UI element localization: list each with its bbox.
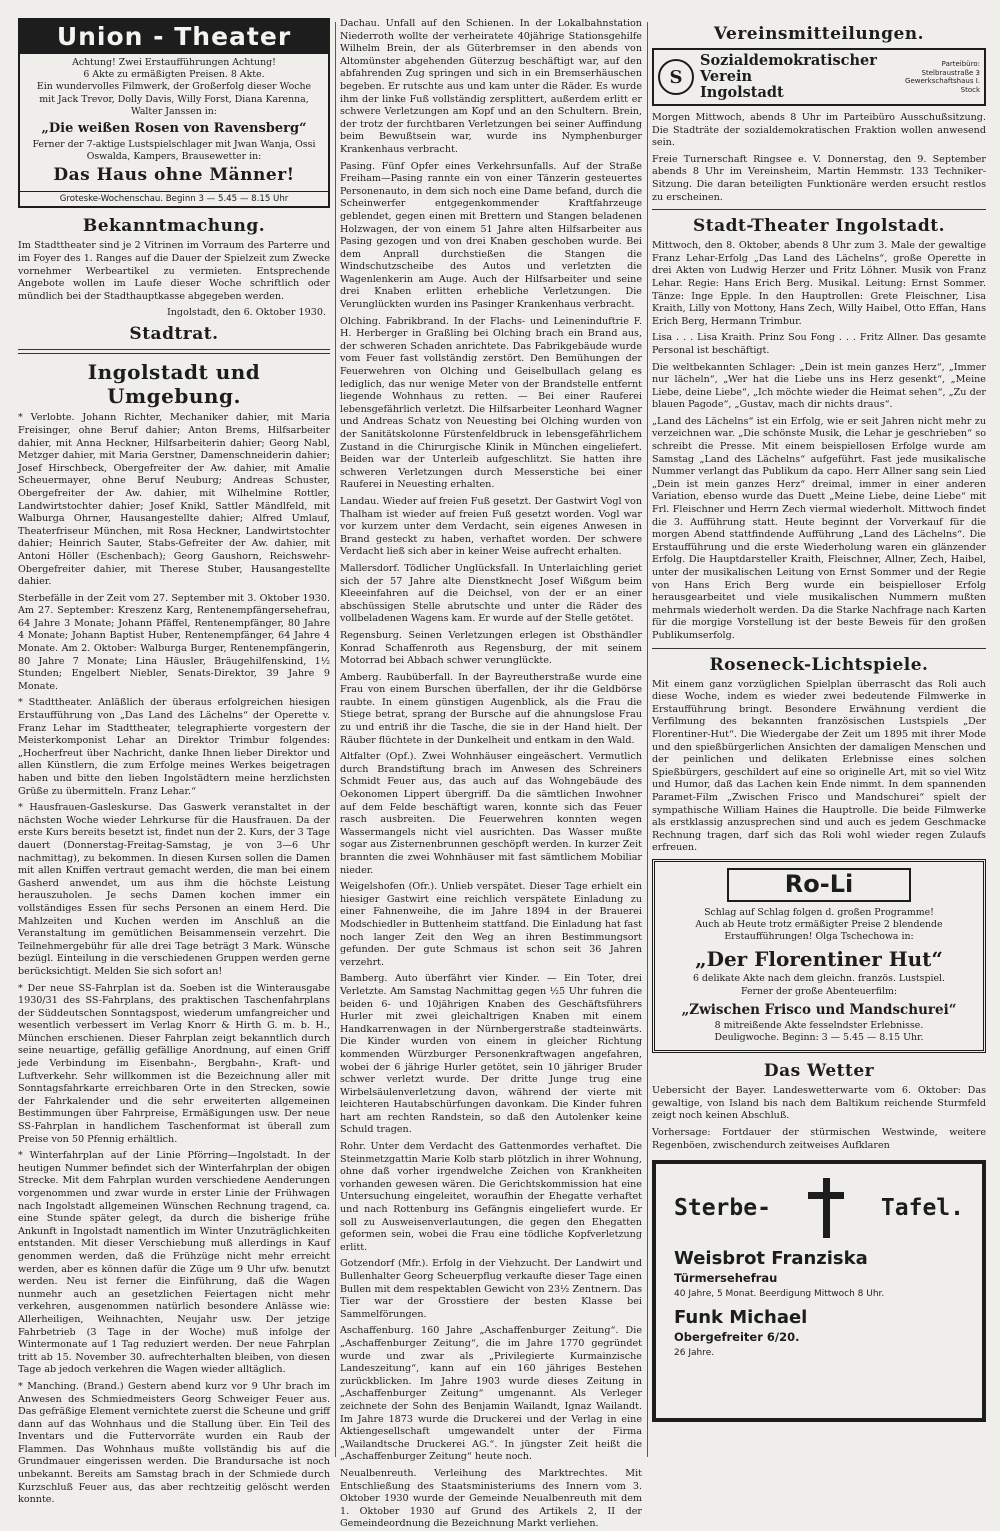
org-address: Gewerkschaftshaus I. Stock <box>905 77 980 94</box>
weather-title: Das Wetter <box>763 1061 875 1082</box>
roli-logo: Ro-Li <box>727 868 911 902</box>
weather-forecast: Vorhersage: Fortdauer der stürmischen Westwinde, weitere Regenböen, zwischendurch zeitweises Aufklaren <box>652 1127 986 1151</box>
article-paragraph: * Hausfrauen-Gasleskurse. Das Gaswerk veranstaltet in der nächsten Woche wieder Lehrkurse für die Hausfrauen. Da der erste Kurs bereits besetzt ist, findet nun der 2. Kurs, der 3 Tage dauert (Donnerstag-Freitag-Samstag, je von 3—6 Uhr nachmittag), zu bekommen. In diesen Kursen sollen die Damen mit allen Kniffen vertraut gemacht werden, die man bei einem Gasherd anwendet, um aus ihm die höchste Leistung herauszuholen. Je sechs Damen kochen immer ein vollständiges Essen für sechs Personen an einem Herd. Die Mahlzeiten und Kuchen werden im Anschluß an die Veranstaltung im gemütlichen Beisammensein verzehrt. Die Teilnehmergebühr für alle drei Tage beträgt 3 Mark. Wünsche bezügl. Einteilung in die verschiedenen Gruppen werden gerne berücksichtigt. Melden Sie sich sofort an! <box>18 802 330 977</box>
ad-line: Achtung! Zwei Erstaufführungen Achtung! <box>72 57 276 68</box>
film-title: „Der Florentiner Hut“ <box>695 947 943 972</box>
article-paragraph: Mallersdorf. Tödlicher Unglücksfall. In Unterlaichling geriet sich der 57 Jahre alte Dienstknecht Josef Wißgum beim Kleeeinfahren auf die Deichsel, von der er an einer abschüssigen Stelle abrutschte und unter die Räder des vollbeladenen Wagens kam. Er wurde auf der Stelle getötet. <box>340 562 642 625</box>
ad-line: 6 delikate Akte nach dem gleichn. französ. Lustspiel. <box>692 973 946 985</box>
org-city: Ingolstadt <box>700 84 784 101</box>
section-title: Vereinsmitteilungen. <box>713 24 925 44</box>
rose-emblem-icon: S <box>658 59 694 95</box>
article-paragraph: Sterbefälle in der Zeit vom 27. September mit 3. Oktober 1930. Am 27. September: Kreszenz Karg, Rentenempfängersehefrau, 64 Jahre 3 Monate; Johann Pfäffel, Rentenempfänger, 80 Jahre 4 Monate; Johann Baptist Huber, Rentenempfänger, 64 Jahre 4 Monate. Am 2. Oktober: Walburga Burger, Rentenempfängerin, 80 Jahre 7 Monate; Lina Häusler, Bräugehilfenskind, 1½ Stunden; Engelbert Niebler, Senats-Direktor, 39 Jahre 9 Monate. <box>18 592 330 692</box>
article-paragraph: * Manching. (Brand.) Gestern abend kurz vor 9 Uhr brach im Anwesen des Schmiedmeisters Georg Schweiger Feuer aus. Das gefräßige Element vernichtete zuerst die Scheune und griff dann auf das Wohnhaus und die Stallung über. Ein Teil des Inventars und die Futtervorräte wurden ein Raub der Flammen. Das Wohnhaus mußte vollständig bis auf die Grundmauer eingerissen werden. Die Brandursache ist noch unbekannt. Bereits am Samstag brach in der Schmiede durch Kurzschluß Feuer aus, das aber rechtzeitig gelöscht werden konnte. <box>18 1380 330 1506</box>
ad-line: Auch ab Heute trotz ermäßigter Preise 2 blendende Erstaufführungen! Olga Tschechowa in: <box>695 919 943 943</box>
weather-overview: Uebersicht der Bayer. Landeswetterwarte vom 6. Oktober: Das gewaltige, von Island bis nach dem Baltikum reichende Sturmfeld zeigt noch keinen Abschluß. <box>652 1085 986 1122</box>
sd-verein-banner <box>652 48 986 106</box>
article-paragraph: Bamberg. Auto überfährt vier Kinder. — Ein Toter, drei Verletzte. Am Samstag Nachmittag gegen ½5 Uhr fuhren die beiden 6- und 10jährigen Knaben des Geschäftsführers Hurler mit zwei gleichaltrigen Knaben mit einem Handkarrenwagen in der Nürnbergerstraße stadteinwärts. Die Kinder wurden von einem in gleicher Richtung kommenden Würzburger Personenkraftwagen angefahren, wobei der 6 jährige Hurler getötet, sein 10 jähriger Bruder schwer verletzt wurde. Der dritte Junge trug eine Wirbelsäulenverletzung davon, während der vierte mit leichteren Hautabschürfungen davonkam. Die Kinder fuhren hart am rechten Randstein, so daß den Autolenker keine Schuld tragen. <box>340 973 642 1136</box>
article-paragraph: Olching. Fabrikbrand. In der Flachs- und Leineninduftrie F. H. Herberger in Graßling bei Olching brach ein Brand aus, der schweren Schaden anrichtete. Das Fabrikgebäude wurde vom Feuer fast vollständig zerstört. Den Bemühungen der Feuerwehren von Olching und Geiselbullach gelang es lediglich, das nur wenige Meter von der Brandstelle entfernt liegende Wohnhaus zu retten. — Bei einer Rauferei lebensgefährlich verletzt. Die Hilfsarbeiter Leonhard Wagner und Andreas Schatz von Neuesting bei Olching wurden von der Sanitätskolonne Fürstenfeldbruck in lebensgefährlichem Zustand in die Chirurgische Klinik in München eingeliefert. Beiden war der Unterleib aufgeschlitzt. Sie hatten ihre schweren Verletzungen durch Messerstiche bei einer Rauferei in Neuesting erhalten. <box>340 315 642 491</box>
article-paragraph: Freie Turnerschaft Ringsee e. V. Donnerstag, den 9. September abends 8 Uhr im Vereinsheim, Martin Hemmstr. 133 Techniker-Sitzung. Die daran beteiligten Funktionäre werden ersucht restlos zu erscheinen. <box>652 153 986 203</box>
article-paragraph: Rohr. Unter dem Verdacht des Gattenmordes verhaftet. Die Steinmetzgattin Marie Kolb starb plötzlich in ihrer Wohnung, ohne daß vorher irgendwelche Zeichen von Krankheiten vorhanden gewesen wären. Die Gerichtskommission hat eine Untersuchung eingeleitet, woraufhin der Ehegatte verhaftet und nach Rottenburg ins Gefängnis eingeliefert wurde. Er soll zu Ausweisenverlautungen, die gegen den Ehegatten geformen sein, wobei die Frau eine tödliche Kopfverletzung erlitt. <box>340 1141 642 1253</box>
film-title: „Die weißen Rosen von Ravensberg“ <box>41 121 307 137</box>
article-paragraph: Aschaffenburg. 160 Jahre „Aschaffenburger Zeitung“. Die „Aschaffenburger Zeitung“, die im Jahre 1770 gegründet wurde und zwar als „Privilegierte Kurmainzische Landeszeitung“, kann auf ein 160 jähriges Bestehen zurückblicken. Im Jahre 1903 wurde dieses Zeitung in „Aschaffenburger Zeitung“ umgenannt. Als Verleger zeichnete der Sohn des Benjamin Wailandt, Ignaz Wailandt. Im Jahre 1873 wurde die Druckerei und der Verlag in eine Aktiengesellschaft umgewandelt unter der Firma „Wailandtsche Druckerei AG.“. In jüngster Zeit heißt die „Aschaffenburger Zeitung“ heute noch. <box>340 1325 642 1463</box>
ad-line: Ferner der 7-aktige Lustspielschlager mit Jwan Wanja, Ossi Oswalda, Kampers, Brausewetter in: <box>32 139 316 163</box>
section-title: Ingolstadt und Umgebung. <box>87 360 261 409</box>
cross-icon <box>808 1178 844 1238</box>
union-theater-title: Union - Theater <box>20 20 328 54</box>
divider <box>652 648 986 649</box>
column-right <box>652 18 986 1461</box>
column-rule <box>647 22 648 1457</box>
section-title: Roseneck-Lichtspiele. <box>709 654 929 675</box>
ad-line: Ein wundervolles Filmwerk, der Großerfolg dieser Woche mit Jack Trevor, Dolly Davis, Willy Forst, Diana Karenna, Walter Janssen in: <box>36 81 312 117</box>
sterbe-tafel <box>652 1160 986 1422</box>
showtimes: Groteske-Wochenschau. Beginn 3 — 5.45 — 8.15 Uhr <box>20 191 328 206</box>
film-title: Das Haus ohne Männer! <box>53 165 295 186</box>
deceased-detail: 26 Jahre. <box>674 1348 715 1359</box>
showtimes: Deuligwoche. Beginn: 3 — 5.45 — 8.15 Uhr. <box>714 1032 924 1044</box>
sterbe-tafel-title: Sterbe- <box>674 1195 771 1222</box>
deceased-role: Obergefreiter 6/20. <box>674 1330 800 1345</box>
film-title: „Zwischen Frisco und Mandschurei“ <box>681 1001 957 1018</box>
article-paragraph: Altfalter (Opf.). Zwei Wohnhäuser eingeäschert. Vermutlich durch Brandstiftung brach im Anwesen des Schreiners Schmidt Feuer aus, das auch auf das Wohngebäude des Oekonomen Lippert übergriff. Da die sämtlichen Inwohner auf dem Felde beschäftigt waren, konnte sich das Feuer rasch ausbreiten. Die Feuerwehren konnten wegen Wassermangels nicht viel ausrichten. Das Wasser mußte sogar aus Zisternenbrunnen geschöpft werden. In kurzer Zeit brannten die zwei Wohnhäuser mit fast sämtlichem Mobiliar nieder. <box>340 751 642 876</box>
org-name: Sozialdemokratischer Verein <box>700 52 877 85</box>
article-paragraph: Im Stadttheater sind je 2 Vitrinen im Vorraum des Parterre und im Foyer des 1. Ranges auf die Dauer der Spielzeit zum Zwecke vornehmer Werbeartikel zu vermieten. Entsprechende Angebote wollen im Laufe dieser Woche schriftlich oder mündlich bei der Stadthauptkasse abgegeben werden. <box>18 240 330 302</box>
date-line: Ingolstadt, den 6. Oktober 1930. <box>166 307 326 319</box>
article-paragraph: Gotzendorf (Mfr.). Erfolg in der Viehzucht. Der Landwirt und Bullenhalter Georg Scheuerpflug verkaufte dieser Tage einen Bullen mit dem respektablen Gewicht von 23½ Zentnern. Das Tier war der Grosstiere der besten Klasse bei Sammelförungen. <box>340 1258 642 1320</box>
article-paragraph: Morgen Mittwoch, abends 8 Uhr im Parteibüro Ausschußsitzung. Die Stadträte der sozialdemokratischen Fraktion wollen anwesend sein. <box>652 112 986 149</box>
divider <box>652 209 986 210</box>
article-paragraph: Weigelshofen (Ofr.). Unlieb verspätet. Dieser Tage erhielt ein hiesiger Gastwirt eine reichlich verspätete Einladung zu einer Fahnenweihe, die im Jahre 1894 in der Brauerei Modschiedler in Buttenheim stattfand. Die Einladung hat fast noch langer Zeit den Weg an ihren Bestimmungsort gefunden. Der gute Schmaus ist schon seit 36 Jahren verzehrt. <box>340 881 642 968</box>
deceased-detail: 40 Jahre, 5 Monat. Beerdigung Mittwoch 8 Uhr. <box>674 1289 885 1300</box>
article-paragraph: Amberg. Raubüberfall. In der Bayreutherstraße wurde eine Frau von einem Burschen überfallen, der ihr die Geldbörse raubte. In einem günstigen Augenblick, als die Frau die Stiege betrat, sprang der Bursche auf die ahnungslose Frau zu und entriß ihr die Tasche, die sie in der Hand hielt. Der Räuber flüchtete in der Dunkelheit und entkam in den Wald. <box>340 671 642 746</box>
deceased-name: Weisbrot Franziska <box>674 1248 868 1270</box>
article-paragraph: Mit einem ganz vorzüglichen Spielplan überrascht das Roli auch diese Woche, indem es wieder zwei bedeutende Filmwerke in Erstaufführung bringt. Besondere Erwähnung verdient die Verfilmung des bekannten französischen Lustspiels „Der Florentiner-Hut“. Die Wiedergabe der Zeit um 1895 mit ihrer Mode und den spießbürgerlichen Ansichten der damaligen Menschen und der peinlichen und delikaten Erlebnisse eines solchen Spießbürgers, geschildert auf eine so originelle Art, mit so viel Witz und Humor, daß das Lachen kein Ende nimmt. In dem spannenden Paramet-Film „Zwischen Frisco und Mandschurei“ spielt der sympathische William Haines die Hauptrolle. Die beide Filmwerke als erstklassig anzusprechen sind und auch es jedem Geschmacke Rechnung tragen, darf sich das Roli wohl wieder regen Zulaufs erfreuen. <box>652 678 986 854</box>
article-paragraph: * Verlobte. Johann Richter, Mechaniker dahier, mit Maria Freisinger, ohne Beruf dahier; Anton Brems, Hilfsarbeiter dahier, mit Anna Heckner, Hilfsarbeiterin dahier; Georg Nabl, Metzger dahier, mit Maria Gerstner, Damenschneiderin dahier; Josef Hirschbeck, Obergefreiter der Aw. dahier, mit Amalie Scheuermayer, ohne Beruf Neuburg; Andreas Schuster, Obergefreiter der Aw. dahier, mit Wilhelmine Rottler, Landwirtstochter dahier; Josef Knikl, Sattler Mändlfeld, mit Walburga Ohrner, Hausangestellte dahier; Alfred Umlauf, Theaterfriseur München, mit Rosa Heckner, Landwirtstochter dahier; Heinrich Sauter, Stabs-Gefreiter der Aw. dahier, mit Antoni Höller (Eschenbach); Georg Gaushorn, Reichswehr-Obergefreiter dahier, mit Therese Stuber, Hausangestellte dahier. <box>18 412 330 588</box>
article-paragraph: Lisa . . . Lisa Kraith. Prinz Sou Fong . . . Fritz Allner. Das gesamte Personal ist beschäftigt. <box>652 332 986 356</box>
article-paragraph: Mittwoch, den 8. Oktober, abends 8 Uhr zum 3. Male der gewaltige Franz Lehar-Erfolg „Das Land des Lächelns“, große Operette in drei Akten von Ludwig Herzer und Fritz Löhner. Musik von Franz Lehar. Regie: Hans Erich Berg. Musikal. Leitung: Ernst Sommer. Tänze: Inge Epple. In den Hauptrollen: Grete Fleischner, Lisa Kraith, Lilly von Mottony, Hans Zech, Willy Haibel, Otto Effan, Hans Erich Berg, Hermann Trimbur. <box>652 240 986 327</box>
article-paragraph: Neualbenreuth. Verleihung des Marktrechtes. Mit Entschließung des Staatsministeriums des Innern vom 3. Oktober 1930 wurde der Gemeinde Neualbenreuth mit dem 1. Oktober 1930 auf Grund des Artikels 2, II der Gemeindeordnung die Bezeichnung Markt verliehen. <box>340 1467 642 1530</box>
article-paragraph: Die weltbekannten Schlager: „Dein ist mein ganzes Herz“, „Immer nur lächeln“, „Wer hat die Liebe uns ins Herz gesenkt“, „Meine Liebe, deine Liebe“, „Ich möchte wieder die Heimat sehen“, „Zu der blauen Pagode“, „Gustav, mach dir nichts draus“. <box>652 361 986 411</box>
org-address: Parteibüro: Stelbraustraße 3 <box>921 60 980 77</box>
deceased-role: Türmersehefrau <box>674 1271 778 1286</box>
column-rule <box>335 22 336 1457</box>
sterbe-tafel-title: Tafel. <box>880 1195 964 1222</box>
bekanntmachung-title: Bekanntmachung. <box>82 216 266 237</box>
ad-line: 6 Akte zu ermäßigten Preisen. 8 Akte. <box>83 69 265 81</box>
deceased-name: Funk Michael <box>674 1307 808 1329</box>
ad-line: Ferner der große Abenteuerfilm: <box>740 985 898 997</box>
article-paragraph: * Stadttheater. Anläßlich der überaus erfolgreichen hiesigen Erstaufführung von „Das Land des Lächelns“ der Operette v. Franz Lehar im Stadttheater, telegraphierte vorgestern der Meisterkomponist Lehar an Direktor Trimbur folgendes: „Hocherfreut über Nachricht, danke Ihnen lieber Direktor und allen Künstlern, die zum Erfolge meines Werkes beigetragen haben und bitte den lieben Ingolstädtern meine herzlichsten Grüße zu übermitteln. Franz Lehar.“ <box>18 697 330 797</box>
section-title: Stadt-Theater Ingolstadt. <box>692 216 946 237</box>
ad-line: Schlag auf Schlag folgen d. großen Programme! <box>704 906 934 918</box>
union-theater-ad <box>18 18 330 208</box>
roli-ad <box>652 859 986 1053</box>
signature: Stadtrat. <box>129 324 219 345</box>
column-middle <box>340 18 642 1530</box>
article-paragraph: * Winterfahrplan auf der Linie Pförring—Ingolstadt. In der heutigen Nummer befindet sich der Winterfahrplan der obigen Strecke. Mit dem Fahrplan wurden verschiedene Aenderungen vorgenommen und zwar wurde in erster Linie der Frühwagen nach Ingolstadt allgemeinen Wünschen Rechnung tragend, ca. eine Stunde später gelegt, da durch die bisherige frühe Ankunft in Ingolstadt namentlich im Winter Unzuträglichkeiten entstanden. Mit dieser Verschiebung muß allerdings in Kauf genommen werden, daß die Frühzüge nicht mehr erreicht werden, aber es können dafür die Züge um 9 Uhr ufw. benutzt werden. Neu ist ferner die Einführung, daß die Wagen nunmehr auch an gesetzlichen Feiertagen nicht mehr verkehren, ausgenommen natürlich besondere Anlässe wie: Allerheiligen, Weihnachten, Neujahr usw. Der jetzige Fahrbetrieb (3 Tage in der Woche) muß infolge der Wintermonate auf 1 Tag reduziert werden. Der neue Fahrplan tritt ab 15. November 30. aufrechterhalten bleiben, von diesen Tage ab jedoch verkehren die Wagen wieder alltäglich. <box>18 1150 330 1376</box>
article-paragraph: Pasing. Fünf Opfer eines Verkehrsunfalls. Auf der Straße Freiham—Pasing rannte ein von einer Tänzerin gesteuertes Personenauto, in dem sich noch eine Dame befand, durch die Scheinwerfer entgegenkommender Kraftfahrzeuge geblendet, gegen einen mit Brettern und Stangen beladenen Holzwagen, der von einem 51 Jahre alten Hilfsarbeiter aus Pasing gezogen und von drei Knaben geschoben wurde. Bei dem Anprall durchstießen die Stangen die Windschutzscheibe des Autos und verletzten die Wagenlenkerin am Auge. Auch der Hilfsarbeiter und seine drei Knaben erlitten erhebliche Verletzungen. Die Verunglückten wurden ins Pasinger Krankenhaus verbracht. <box>340 160 642 311</box>
article-paragraph: „Land des Lächelns“ ist ein Erfolg, wie er seit Jahren nicht mehr zu verzeichnen war. „Die schönste Musik, die Lehar je geschrieben“ so schreibt die Presse. Mit einem beispiellosen Erfolge wurde am Samstag „Land des Lächelns“ aufgeführt. Fast jede musikalische Nummer verlangt das Publikum da capo. Herr Allner sang sein Lied „Dein ist mein ganzes Herz“ dreimal, immer in einer anderen Variation, ebenso wurde das Duett „Meine Liebe, deine Liebe“ mit Frl. Fleischner und Herrn Zech viermal wiederholt. Mittwoch findet die 3. Aufführung statt. Heute beginnt der Vorverkauf für die morgen Abend stattfindende Aufführung „Land des Lächelns“. Die Erstaufführung und die erste Wiederholung waren ein glänzender Erfolg. Die Hauptdarsteller Kraith, Fleischner, Allner, Zech, Haibel, unter der musikalischen Leitung von Ernst Sommer und der Regie von Hans Erich Berg wurde ein beispielloser Erfolg herausgearbeitet und viele musikalischen Nummern mußten mehrmals wiederholt werden. Da die Starke Nachfrage nach Karten für die morgige Vorstellung ist der beste Beweis für den großen Publikumserfolg. <box>652 415 986 641</box>
column-left <box>18 18 330 1506</box>
article-paragraph: Regensburg. Seinen Verletzungen erlegen ist Obsthändler Konrad Schaffenroth aus Regensburg, der mit seinem Motorrad bei Abbach schwer verunglückte. <box>340 629 642 667</box>
ad-line: 8 mitreißende Akte fesselndster Erlebnisse. <box>714 1019 924 1031</box>
article-paragraph: Landau. Wieder auf freien Fuß gesetzt. Der Gastwirt Vogl von Thalham ist wieder auf freien Fuß gesetzt worden. Vogl war vor kurzem unter dem Verdacht, sein eigenes Anwesen in Brand gesteckt zu haben, verhaftet worden. Der schwere Verdacht ließ sich aber in keiner Weise aufrecht erhalten. <box>340 495 642 558</box>
article-paragraph: * Der neue SS-Fahrplan ist da. Soeben ist die Winterausgabe 1930/31 des SS-Fahrplans, des praktischen Taschenfahrplans der Süddeutschen Sonntagspost, wiederum umfangreicher und wesentlich verbessert im Verlag Knorr & Hirth G. m. b. H., München erschienen. Dieser Fahrplan zeigt bekanntlich durch seine neuartige, gefällig gefällige Anordnung, auf einen Griff jede Verbindung im Eisenbahn-, Bergbahn-, Kraft- und Luftverkehr. Sehr willkommen ist die Bezeichnung aller mit Sonntagsfahrkarte erreichbaren Orte in den Strecken, sowie der Fahrkalender und die sehr erweiterten allgemeinen Bestimmungen über Fahrpreise, Ermäßigungen usw. Der neue SS-Fahrplan in handlichem Taschenformat ist überall zum Preise von 50 Pfennig erhältlich. <box>18 982 330 1145</box>
divider <box>18 349 330 354</box>
article-paragraph: Dachau. Unfall auf den Schienen. In der Lokalbahnstation Niederroth wollte der verheiratete 40jährige Stationsgehilfe Wilhelm Brein, der als Güterbremser in den abends von Altomünster abgehenden Güterzug beschäftigt war, auf den abfahrenden Zug springen und sich in ein Bremserhäuschen begeben. Er rutschte aus und kam unter die Räder. Es wurde ihm der linke Fuß vollständig zersplittert, außerdem erlitt er schwere Verletzungen am Kopf und an den Schultern. Brein, der trotz der furchtbaren Verletzungen bei seiner Auffindung beim Bewußtsein war, wurde ins Nymphenburger Krankenhaus verbracht. <box>340 18 642 155</box>
